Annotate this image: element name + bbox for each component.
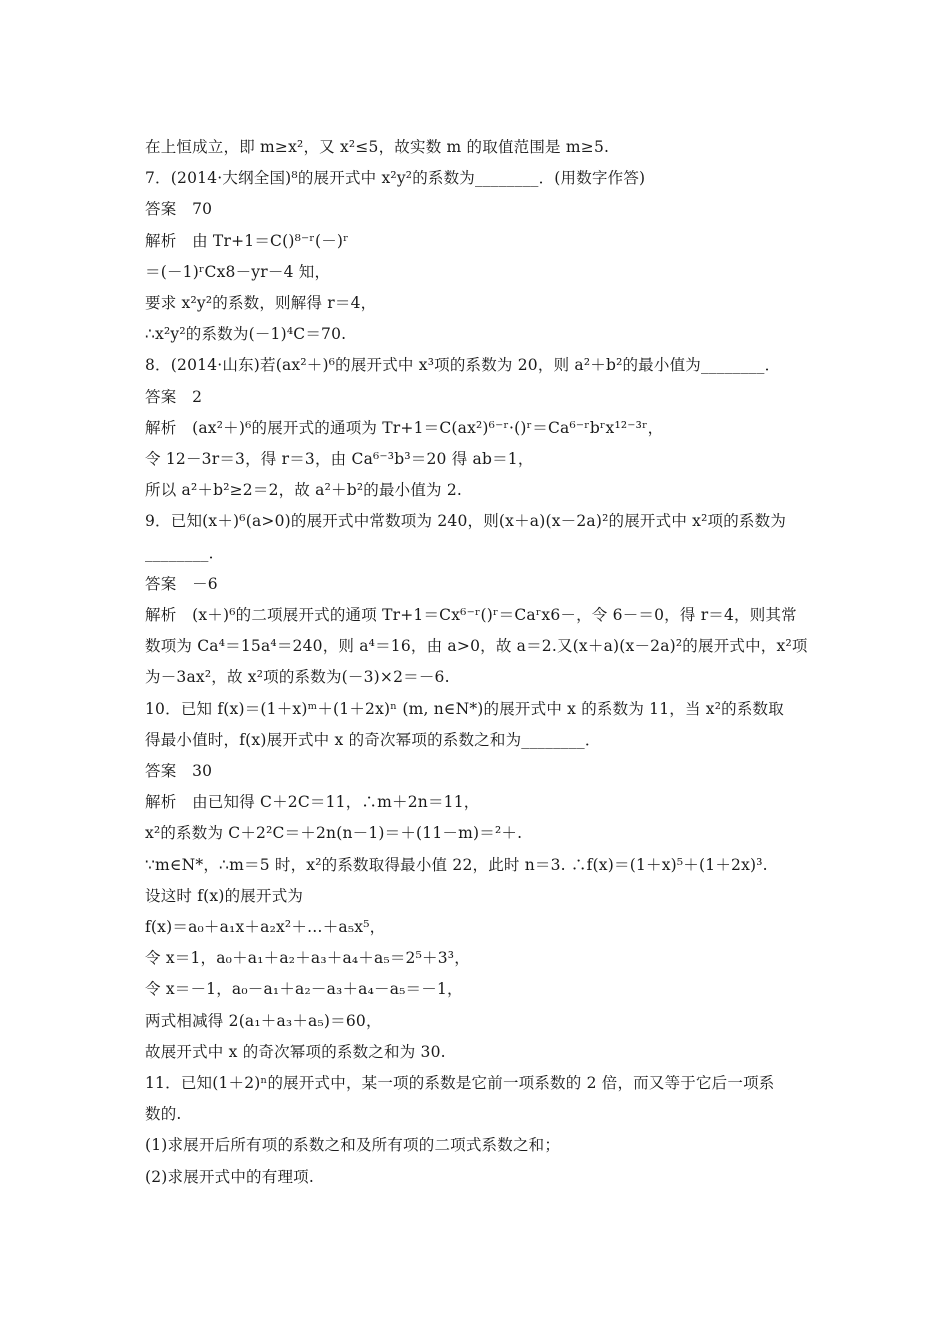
text-line: x²的系数为 C＋2²C＝＋2n(n－1)＝＋(11－m)＝²＋. bbox=[145, 824, 523, 843]
text-line: 10．已知 f(x)＝(1＋x)ᵐ＋(1＋2x)ⁿ (m, n∈N*)的展开式中 x 的系数为 11，当 x²的系数取 bbox=[145, 699, 784, 718]
text-line: 7．(2014·大纲全国)⁸的展开式中 x²y²的系数为________．(用数字作答) bbox=[145, 169, 646, 188]
text-line: 令 x＝1，a₀＋a₁＋a₂＋a₃＋a₄＋a₅＝2⁵＋3³， bbox=[145, 949, 470, 968]
text-line: 所以 a²＋b²≥2＝2，故 a²＋b²的最小值为 2. bbox=[145, 481, 463, 500]
text-line: 11．已知(1＋2)ⁿ的展开式中，某一项的系数是它前一项系数的 2 倍，而又等于它后一项系 bbox=[145, 1074, 775, 1092]
text-line: 为－3ax²，故 x²项的系数为(－3)×2＝－6. bbox=[145, 668, 450, 687]
text-line: ＝(－1)ʳCx8－yr－4 知， bbox=[145, 262, 331, 281]
text-line: (2)求展开式中的有理项. bbox=[145, 1167, 314, 1186]
text-line: 答案 70 bbox=[145, 200, 213, 219]
text-line: 解析 (x＋)⁶的二项展开式的通项 Tr+1＝Cx⁶⁻ʳ()ʳ＝Caʳx6－，令 6－＝0，得 r＝4，则其常 bbox=[145, 606, 797, 624]
text-line: 得最小值时，f(x)展开式中 x 的奇次幂项的系数之和为________． bbox=[145, 730, 601, 749]
text-line: ∴x²y²的系数为(－1)⁴C＝70. bbox=[145, 325, 347, 344]
text-line: 两式相减得 2(a₁＋a₃＋a₅)＝60， bbox=[145, 1011, 382, 1030]
text-line: 解析 (ax²＋)⁶的展开式的通项为 Tr+1＝C(ax²)⁶⁻ʳ·()ʳ＝Ca⁶⁻ʳbʳx¹²⁻³ʳ， bbox=[145, 418, 664, 437]
text-line: 令 x＝－1，a₀－a₁＋a₂－a₃＋a₄－a₅＝－1， bbox=[145, 980, 463, 999]
text-line: 令 12－3r＝3，得 r＝3，由 Ca⁶⁻³b³＝20 得 ab＝1， bbox=[145, 450, 534, 468]
text-line: 设这时 f(x)的展开式为 bbox=[145, 886, 304, 905]
text-line: 答案 2 bbox=[145, 387, 203, 406]
text-line: 答案 30 bbox=[145, 762, 213, 780]
text-line: 9．已知(x＋)⁶(a>0)的展开式中常数项为 240，则(x＋a)(x－2a)²的展开式中 x²项的系数为 bbox=[145, 512, 787, 531]
text-line: ________． bbox=[145, 543, 225, 562]
text-line: (1)求展开后所有项的系数之和及所有项的二项式系数之和； bbox=[145, 1136, 561, 1155]
text-line: 在上恒成立，即 m≥x²，又 x²≤5，故实数 m 的取值范围是 m≥5. bbox=[145, 138, 610, 156]
text-line: 8．(2014·山东)若(ax²＋)⁶的展开式中 x³项的系数为 20，则 a²＋b²的最小值为________． bbox=[145, 356, 781, 375]
text-line: 故展开式中 x 的奇次幂项的系数之和为 30. bbox=[145, 1042, 446, 1061]
text-line: 数的. bbox=[145, 1105, 182, 1124]
text-line: f(x)＝a₀＋a₁x＋a₂x²＋…＋a₅x⁵， bbox=[145, 918, 386, 936]
text-line: 答案 －6 bbox=[145, 574, 218, 593]
text-line: 解析 由已知得 C＋2C＝11，∴m＋2n＝11， bbox=[145, 793, 480, 812]
text-line: 解析 由 Tr+1＝C()⁸⁻ʳ(－)ʳ bbox=[145, 231, 349, 250]
text-line: 数项为 Ca⁴＝15a⁴＝240，则 a⁴＝16，由 a>0，故 a＝2.又(x＋a)(x－2a)²的展开式中，x²项 bbox=[145, 637, 808, 656]
text-line: 要求 x²y²的系数，则解得 r＝4， bbox=[145, 294, 377, 312]
text-line: ∵m∈N*，∴m＝5 时，x²的系数取得最小值 22，此时 n＝3. ∴f(x)＝(1＋x)⁵＋(1＋2x)³. bbox=[145, 855, 768, 874]
